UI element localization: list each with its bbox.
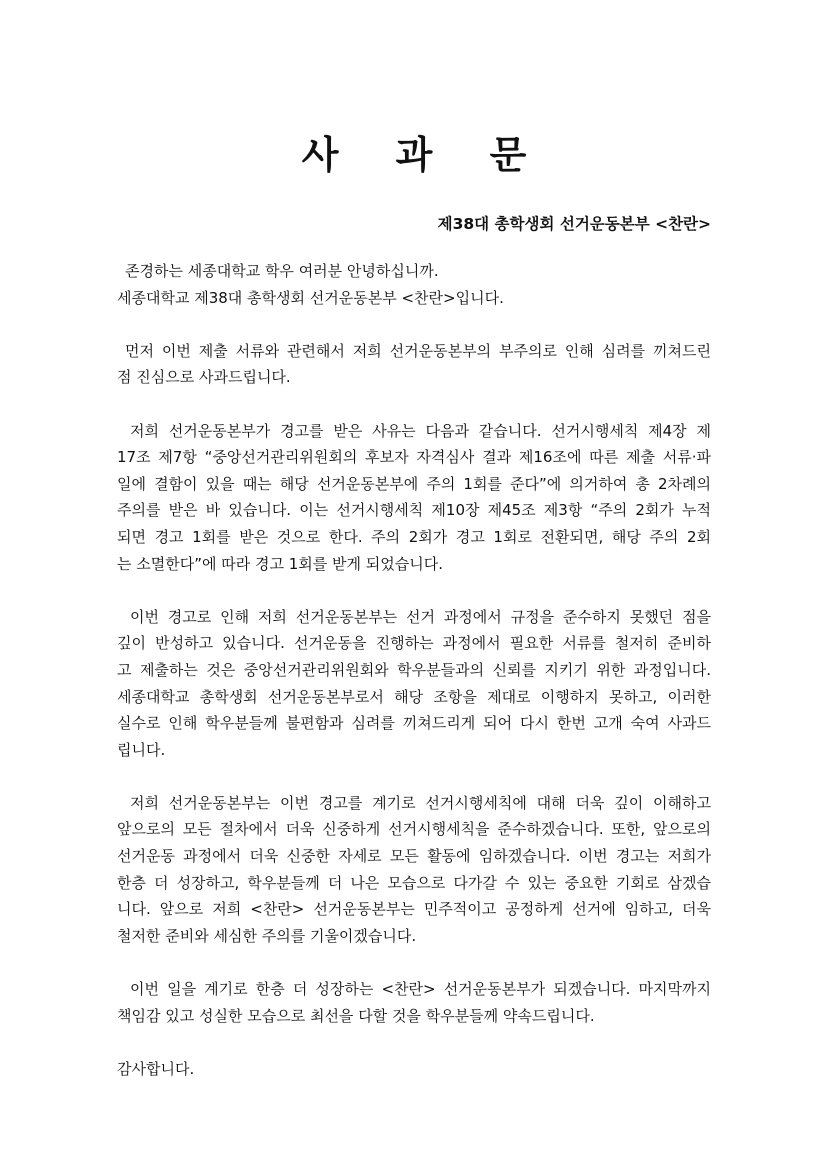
paragraph-line: 고 제출하는 것은 중앙선거관리위원회와 학우분들과의 신뢰를 지키기 위한 과정입니다. xyxy=(117,660,711,679)
paragraph-line: 는 소멸한다”에 따라 경고 1회를 받게 되었습니다. xyxy=(117,554,444,573)
paragraph-commitment xyxy=(117,790,711,950)
paragraph-line: 깊이 반성하고 있습니다. 선거운동을 진행하는 과정에서 필요한 서류를 철저히 준비하 xyxy=(117,634,711,653)
paragraph-line: 17조 제7항 “중앙선거관리위원회의 후보자 자격심사 결과 제16조에 따른 제출 서류·파 xyxy=(117,448,711,467)
paragraph-line: 점 진심으로 사과드립니다. xyxy=(117,368,291,387)
paragraph-line: 주의를 받은 바 있습니다. 이는 선거시행세칙 제10장 제45조 제3항 “주의 2회가 누적 xyxy=(117,501,711,520)
paragraph-line: 일에 결함이 있을 때는 해당 선거운동본부에 주의 1회를 준다”에 의거하여 총 2차례의 xyxy=(117,474,711,493)
paragraph-line: 감사합니다. xyxy=(117,1059,195,1078)
paragraph-line: 한층 더 성장하고, 학우분들께 더 나은 모습으로 다가갈 수 있는 중요한 기회로 삼겠습 xyxy=(117,873,711,892)
paragraph-reflection xyxy=(117,604,711,764)
paragraph-line: 철저한 준비와 세심한 주의를 기울이겠습니다. xyxy=(117,926,417,945)
paragraph-line: 세종대학교 제38대 총학생회 선거운동본부 <찬란>입니다. xyxy=(117,288,504,307)
paragraph-line: 저희 선거운동본부가 경고를 받은 사유는 다음과 같습니다. 선거시행세칙 제4장 제 xyxy=(130,421,711,440)
paragraph-line: 앞으로의 모든 절차에서 더욱 신중하게 선거시행세칙을 준수하겠습니다. 또한, 앞으로의 xyxy=(117,820,711,839)
paragraph-line: 책임감 있고 성실한 모습으로 최선을 다할 것을 학우분들께 약속드립니다. xyxy=(117,1006,595,1025)
paragraph-line: 실수로 인해 학우분들께 불편함과 심려를 끼쳐드리게 되어 다시 한번 고개 숙여 사과드 xyxy=(117,714,711,733)
paragraph-line: 이번 경고로 인해 저희 선거운동본부는 선거 과정에서 규정을 준수하지 못했던 점을 xyxy=(130,607,711,626)
paragraph-line: 립니다. xyxy=(117,740,166,759)
sender-line: 제38대 총학생회 선거운동본부 <찬란> xyxy=(437,215,711,233)
paragraph-line: 존경하는 세종대학교 학우 여러분 안녕하십니까. xyxy=(125,262,439,280)
paragraph-line: 저희 선거운동본부는 이번 경고를 계기로 선거시행세칙에 대해 더욱 깊이 이해하고 xyxy=(130,793,711,812)
paragraph-apology xyxy=(117,338,711,391)
document-body xyxy=(117,258,711,1109)
paragraph-closing xyxy=(117,1056,711,1083)
paragraph-line: 니다. 앞으로 저희 <찬란> 선거운동본부는 민주적이고 공정하게 선거에 임하고, 더욱 xyxy=(117,900,711,919)
paragraph-line: 되면 경고 1회를 받은 것으로 한다. 주의 2회가 경고 1회로 전환되면, 해당 주의 2회 xyxy=(117,527,711,546)
paragraph-line: 선거운동 과정에서 더욱 신중한 자세로 모든 활동에 임하겠습니다. 이번 경고는 저희가 xyxy=(117,847,711,866)
paragraph-promise xyxy=(117,976,711,1029)
paragraph-greeting xyxy=(117,258,711,311)
paragraph-line: 세종대학교 총학생회 선거운동본부로서 해당 조항을 제대로 이행하지 못하고, 이러한 xyxy=(117,687,711,706)
paragraph-line: 먼저 이번 제출 서류와 관련해서 저희 선거운동본부의 부주의로 인해 심려를 끼쳐드린 xyxy=(125,341,711,360)
document-title: 사 과 문 xyxy=(301,133,549,177)
paragraph-line: 이번 일을 계기로 한층 더 성장하는 <찬란> 선거운동본부가 되겠습니다. 마지막까지 xyxy=(130,980,711,999)
paragraph-reason xyxy=(117,418,711,578)
